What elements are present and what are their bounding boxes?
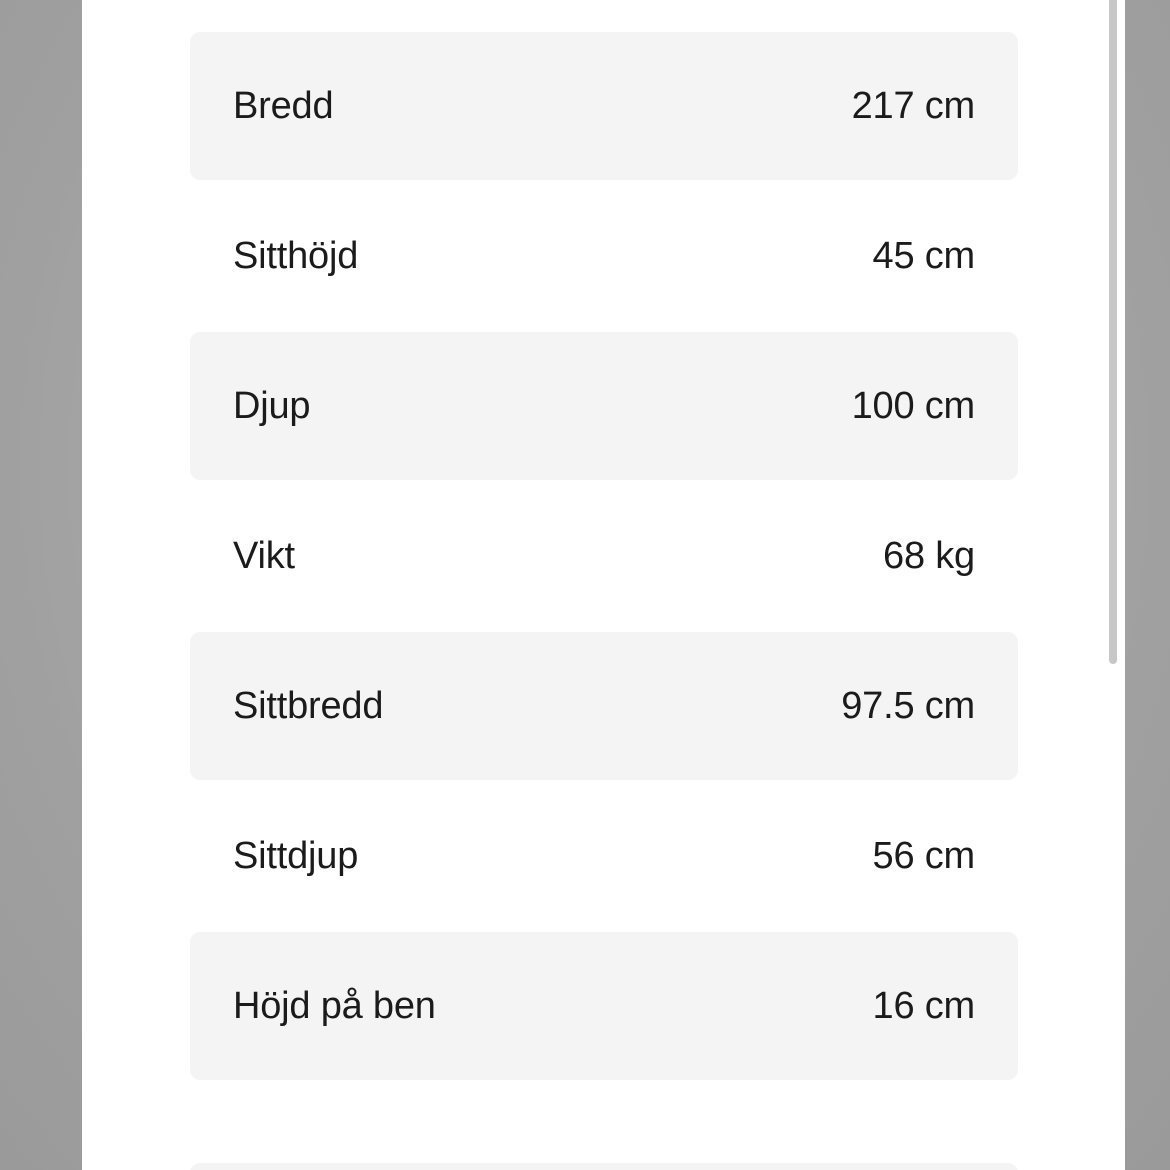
spec-row-vikt xyxy=(190,482,1018,630)
spec-value: 100 cm xyxy=(851,384,975,427)
spec-row-sittdjup xyxy=(190,782,1018,930)
spec-label: Sitthöjd xyxy=(233,234,359,277)
spec-row-sittbredd xyxy=(190,632,1018,780)
spec-value: 45 cm xyxy=(872,234,975,277)
specifications-panel xyxy=(82,0,1125,1170)
spec-row-sitthojd xyxy=(190,182,1018,330)
scrollbar[interactable] xyxy=(1109,0,1117,1170)
spec-label: Bredd xyxy=(233,84,334,127)
spec-row-bredd xyxy=(190,32,1018,180)
spec-label: Vikt xyxy=(233,534,295,577)
spec-label: Höjd på ben xyxy=(233,984,436,1027)
spec-value: 68 kg xyxy=(883,534,975,577)
next-spec-row-partial xyxy=(190,1163,1018,1170)
specifications-list xyxy=(190,32,1018,1082)
spec-value: 16 cm xyxy=(872,984,975,1027)
spec-row-djup xyxy=(190,332,1018,480)
spec-label: Djup xyxy=(233,384,311,427)
spec-value: 217 cm xyxy=(851,84,975,127)
spec-label: Sittbredd xyxy=(233,684,384,727)
spec-value: 56 cm xyxy=(872,834,975,877)
spec-row-hojd-pa-ben xyxy=(190,932,1018,1080)
spec-value: 97.5 cm xyxy=(841,684,975,727)
scrollbar-thumb[interactable] xyxy=(1109,0,1117,664)
spec-label: Sittdjup xyxy=(233,834,359,877)
